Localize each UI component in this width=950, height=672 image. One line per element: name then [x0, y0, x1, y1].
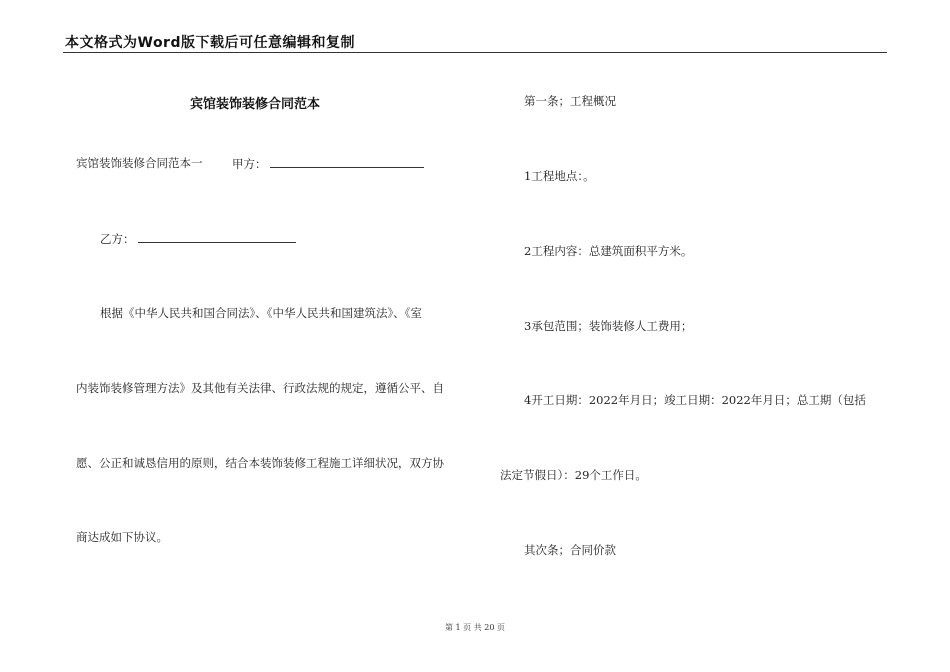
page-number: 第 1 页 共 20 页	[445, 623, 505, 632]
article-2-heading: 其次条；合同价款	[524, 543, 616, 557]
preamble-line-3: 愿、公正和诚恳信用的原则，结合本装饰装修工程施工详细状况，双方协	[76, 456, 444, 470]
preamble-line-2: 内装饰装修管理方法》及其他有关法律、行政法规的规定，遵循公平、自	[76, 381, 444, 395]
item-schedule-continued: 法定节假日）：29个工作日。	[500, 468, 647, 482]
item-schedule: 4开工日期：2022年月日；竣工日期：2022年月日；总工期（包括	[524, 393, 866, 407]
party-b-label: 乙方：	[100, 232, 135, 246]
party-a-blank	[270, 155, 424, 168]
preamble-line-1: 根据《中华人民共和国合同法》、《中华人民共和国建筑法》、《室	[100, 306, 422, 320]
page-header: 本文格式为Word版下载后可任意编辑和复制	[65, 35, 355, 51]
item-contract-scope: 3承包范围；装饰装修人工费用；	[524, 319, 693, 333]
party-b-field	[100, 230, 296, 247]
contract-subtitle: 宾馆装饰装修合同范本一	[76, 156, 203, 170]
article-1-heading: 第一条；工程概况	[524, 94, 616, 108]
header-divider	[63, 52, 887, 53]
item-project-location: 1工程地点：。	[524, 169, 595, 183]
document-title: 宾馆装饰装修合同范本	[190, 97, 321, 112]
party-b-blank	[138, 230, 296, 243]
party-a-field	[232, 155, 424, 172]
party-a-label: 甲方：	[232, 157, 267, 171]
item-project-content: 2工程内容：总建筑面积平方米。	[524, 244, 693, 258]
preamble-line-4: 商达成如下协议。	[76, 530, 168, 544]
